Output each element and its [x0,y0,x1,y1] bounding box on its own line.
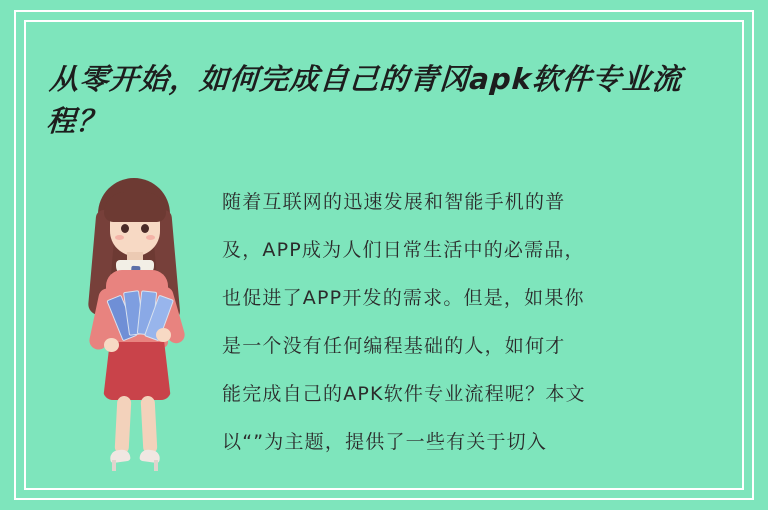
hand-right [156,328,171,342]
eye-right [141,224,149,233]
poster-title: 从零开始，如何完成自己的青冈apk软件专业流程？ [45,62,684,138]
body-line: 随着互联网的迅速发展和智能手机的普 [222,191,566,213]
body-line: 也促进了APP开发的需求。但是，如果你 [222,287,585,309]
heel-right [154,460,158,471]
eye-left [121,224,129,233]
body-line: 以“”为主题，提供了一些有关于切入 [222,431,548,453]
leg-right [140,396,157,455]
body-line: 能完成自己的APK软件专业流程呢？本文 [222,383,586,405]
body-line: 及，APP成为人们日常生活中的必需品， [222,239,585,261]
hand-left [104,338,119,352]
poster-body [222,178,738,466]
heel-left [112,460,116,471]
blush-left [115,235,124,240]
hair-fringe [104,192,166,222]
illustration-girl-holding-cards [70,170,210,480]
leg-left [114,396,131,455]
body-line: 是一个没有任何编程基础的人，如何才 [222,335,566,357]
blush-right [146,235,155,240]
